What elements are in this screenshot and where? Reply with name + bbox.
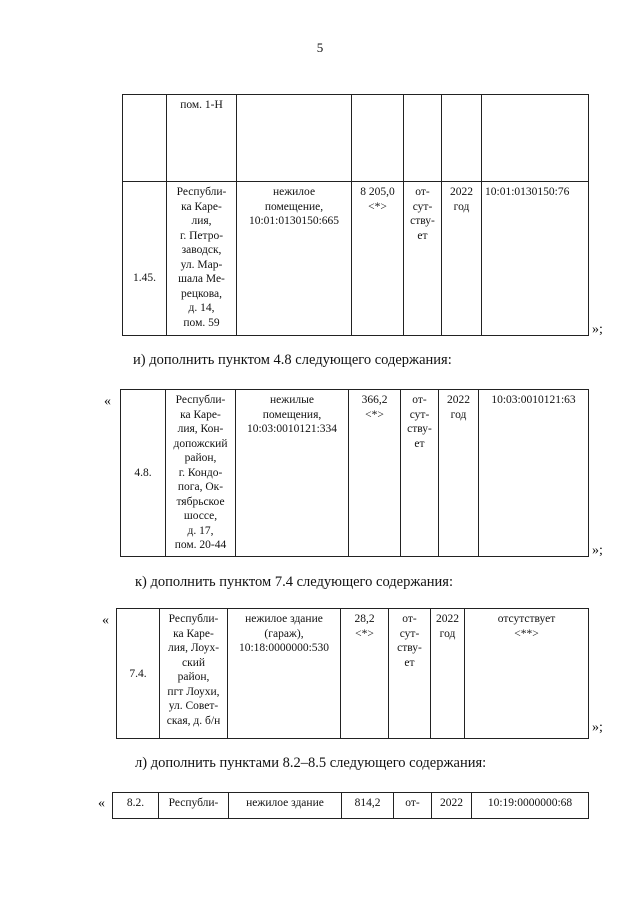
cell-area bbox=[352, 95, 404, 182]
property-table-3 bbox=[116, 608, 589, 739]
paragraph-i: и) дополнить пунктом 4.8 следующего содержания: bbox=[133, 352, 452, 368]
table-row bbox=[113, 793, 589, 819]
cell-type: нежилое здание bbox=[229, 793, 342, 819]
cell-year: 2022 год bbox=[442, 182, 482, 336]
cell-year: 2022 год bbox=[431, 609, 465, 739]
cell-cadastral: 10:03:0010121:63 bbox=[479, 390, 589, 557]
page-number: 5 bbox=[316, 40, 324, 55]
cell-type bbox=[237, 95, 352, 182]
cell-area: 814,2 bbox=[342, 793, 394, 819]
opening-quote: « bbox=[98, 796, 105, 811]
opening-quote: « bbox=[104, 394, 111, 409]
cell-address: Республи- bbox=[159, 793, 229, 819]
property-table-1 bbox=[122, 94, 589, 336]
cell-cadastral: 10:19:0000000:68 bbox=[472, 793, 589, 819]
cell-number: 1.45. bbox=[123, 182, 167, 336]
cell-area: 28,2 <*> bbox=[341, 609, 389, 739]
cell-year bbox=[442, 95, 482, 182]
cell-number: 7.4. bbox=[117, 609, 160, 739]
cell-address: Республи- ка Каре- лия, Кон- допожский район, г. Кондо- пога, Ок- тябрьское шоссе, д. 17, пом. 20-44 bbox=[166, 390, 236, 557]
property-table-4 bbox=[112, 792, 589, 819]
table-row bbox=[117, 609, 589, 739]
cell-cadastral: 10:01:0130150:76 bbox=[482, 182, 589, 336]
cell-type: нежилое помещение, 10:01:0130150:665 bbox=[237, 182, 352, 336]
cell-cadastral bbox=[482, 95, 589, 182]
closing-quote: »; bbox=[592, 322, 603, 337]
table-row bbox=[123, 182, 589, 336]
table-row bbox=[123, 95, 589, 182]
cell-restriction bbox=[404, 95, 442, 182]
table-row bbox=[121, 390, 589, 557]
cell-address: пом. 1-Н bbox=[167, 95, 237, 182]
cell-year: 2022 год bbox=[439, 390, 479, 557]
cell-restriction: от- сут- ству- ет bbox=[401, 390, 439, 557]
cell-type: нежилые помещения, 10:03:0010121:334 bbox=[236, 390, 349, 557]
cell-address: Республи- ка Каре- лия, Лоух- ский район, пгт Лоухи, ул. Совет- ская, д. б/н bbox=[160, 609, 228, 739]
cell-area: 366,2 <*> bbox=[349, 390, 401, 557]
cell-cadastral: отсутствует <**> bbox=[465, 609, 589, 739]
cell-restriction: от- сут- ству- ет bbox=[389, 609, 431, 739]
cell-area: 8 205,0 <*> bbox=[352, 182, 404, 336]
opening-quote: « bbox=[102, 613, 109, 628]
property-table-2 bbox=[120, 389, 589, 557]
cell-type: нежилое здание (гараж), 10:18:0000000:530 bbox=[228, 609, 341, 739]
cell-year: 2022 bbox=[432, 793, 472, 819]
cell-number bbox=[123, 95, 167, 182]
paragraph-l: л) дополнить пунктами 8.2–8.5 следующего содержания: bbox=[135, 755, 487, 771]
closing-quote: »; bbox=[592, 720, 603, 735]
cell-restriction: от- сут- ству- ет bbox=[404, 182, 442, 336]
cell-number: 4.8. bbox=[121, 390, 166, 557]
closing-quote: »; bbox=[592, 543, 603, 558]
paragraph-k: к) дополнить пунктом 7.4 следующего содержания: bbox=[135, 574, 454, 590]
cell-address: Республи- ка Каре- лия, г. Петро- заводск, ул. Мар- шала Ме- рецкова, д. 14, пом. 59 bbox=[167, 182, 237, 336]
cell-number: 8.2. bbox=[113, 793, 159, 819]
cell-restriction: от- bbox=[394, 793, 432, 819]
